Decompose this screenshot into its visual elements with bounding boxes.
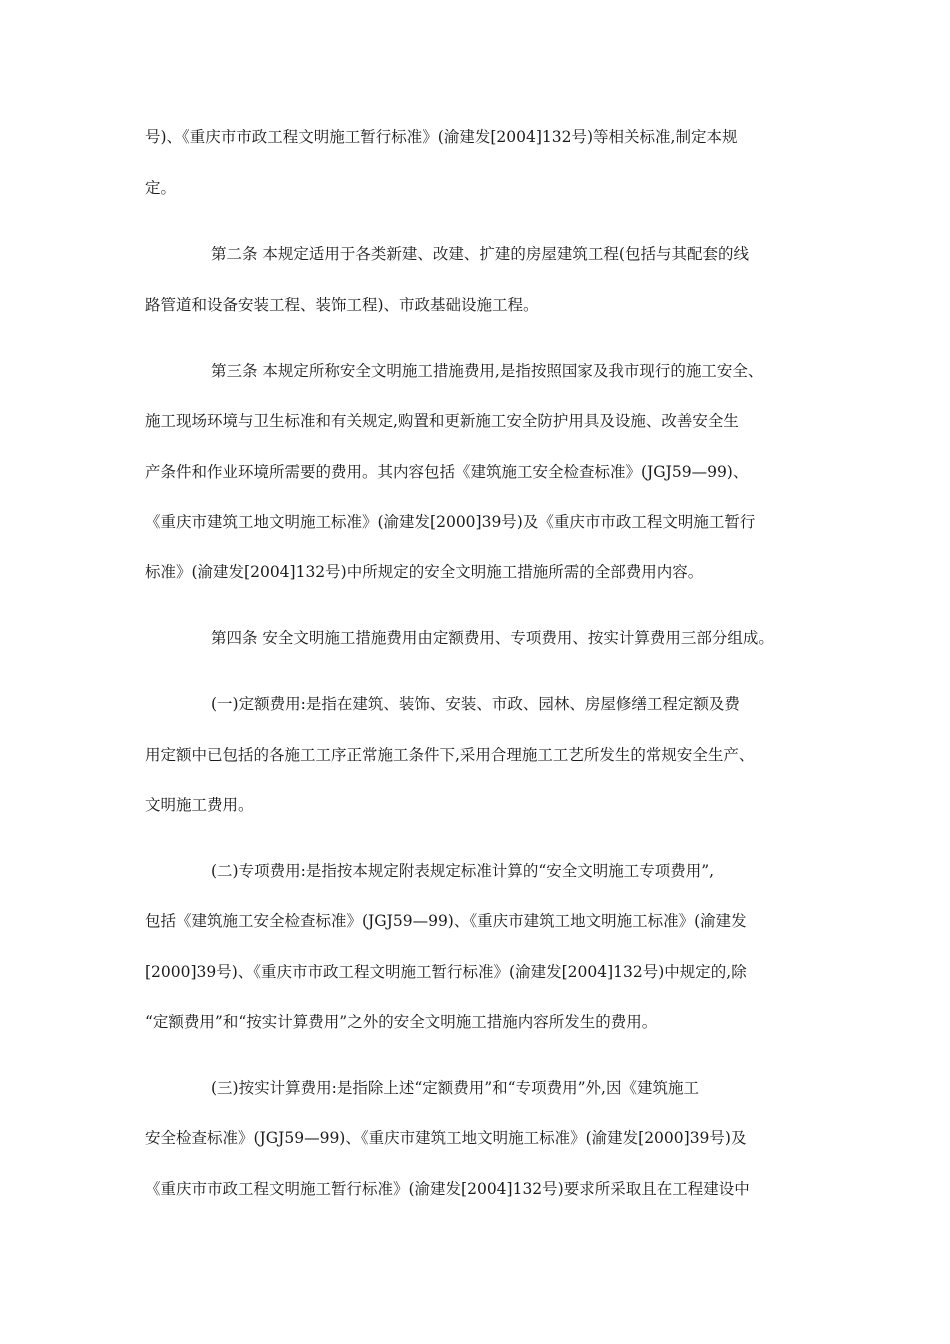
text-line: 文明施工费用。: [145, 796, 254, 814]
text-line: 包括《建筑施工安全检查标准》(JGJ59—99)、《重庆市建筑工地文明施工标准》(渝建发: [145, 912, 747, 930]
text-line: 安全检查标准》(JGJ59—99)、《重庆市建筑工地文明施工标准》(渝建发[2000]39号)及: [145, 1129, 747, 1147]
text-line: 号)、《重庆市市政工程文明施工暂行标准》(渝建发[2004]132号)等相关标准,制定本规: [145, 128, 738, 146]
text-line: [2000]39号)、《重庆市市政工程文明施工暂行标准》(渝建发[2004]132号)中规定的,除: [145, 963, 747, 981]
text-line: 用定额中已包括的各施工工序正常施工条件下,采用合理施工工艺所发生的常规安全生产、: [145, 746, 755, 764]
text-line: 《重庆市市政工程文明施工暂行标准》(渝建发[2004]132号)要求所采取且在工程建设中: [145, 1180, 750, 1198]
item-1-heading-line: (一)定额费用:是指在建筑、装饰、安装、市政、园林、房屋修缮工程定额及费: [211, 695, 740, 713]
item-3-heading-line: (三)按实计算费用:是指除上述“定额费用”和“专项费用”外,因《建筑施工: [211, 1079, 699, 1097]
item-2-heading-line: (二)专项费用:是指按本规定附表规定标准计算的“安全文明施工专项费用”,: [211, 862, 715, 880]
text-line: 《重庆市建筑工地文明施工标准》(渝建发[2000]39号)及《重庆市市政工程文明施工暂行: [145, 513, 756, 531]
text-line: 标准》(渝建发[2004]132号)中所规定的安全文明施工措施所需的全部费用内容。: [145, 563, 704, 581]
text-line: 路管道和设备安装工程、装饰工程)、市政基础设施工程。: [145, 296, 539, 314]
text-line: 施工现场环境与卫生标准和有关规定,购置和更新施工安全防护用具及设施、改善安全生: [145, 412, 739, 430]
article-4-heading-line: 第四条 安全文明施工措施费用由定额费用、专项费用、按实计算费用三部分组成。: [211, 629, 774, 647]
article-3-heading-line: 第三条 本规定所称安全文明施工措施费用,是指按照国家及我市现行的施工安全、: [211, 362, 764, 380]
text-line: “定额费用”和“按实计算费用”之外的安全文明施工措施内容所发生的费用。: [145, 1013, 658, 1031]
text-line: 定。: [145, 179, 177, 197]
text-line: 产条件和作业环境所需要的费用。其内容包括《建筑施工安全检查标准》(JGJ59—99)、: [145, 463, 749, 481]
article-2-heading-line: 第二条 本规定适用于各类新建、改建、扩建的房屋建筑工程(包括与其配套的线: [211, 245, 749, 263]
